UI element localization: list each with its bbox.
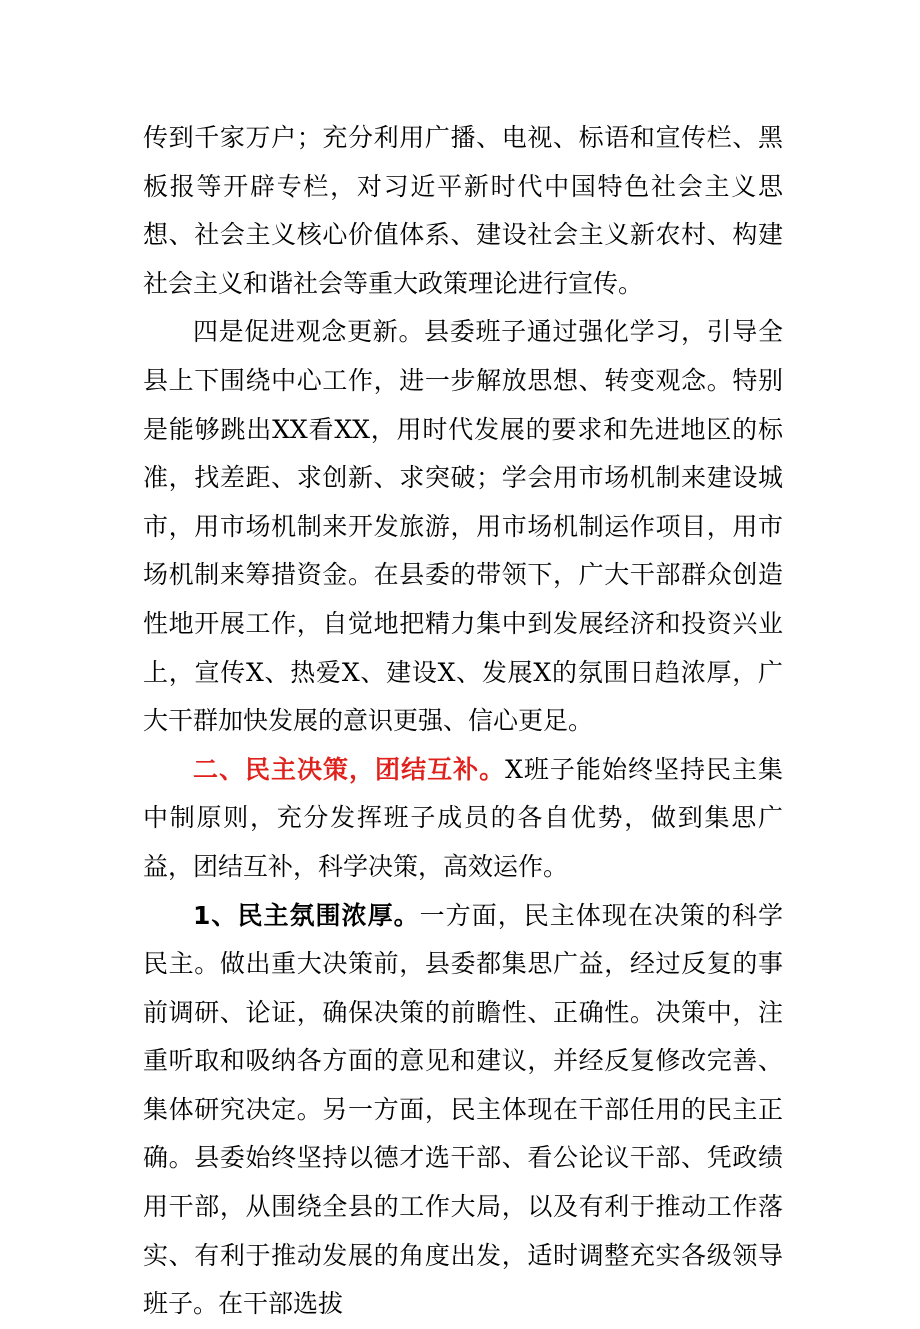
subsection-heading: 1、民主氛围浓厚。 bbox=[193, 900, 420, 930]
paragraph-text: 四是促进观念更新。县委班子通过强化学习，引导全县上下围绕中心工作，进一步解放思想、转变观念。特别是能够跳出XX看XX，用时代发展的要求和先进地区的标准，找差距、求创新、求突破；学会用市场机制来建设城市，用市场机制来开发旅游，用市场机制运作项目，用市场机制来筹措资金。在县委的带领下，广大干部群众创造性地开展工作，自觉地把精力集中到发展经济和投资兴业上，宣传X、热爱X、建设X、发展X的氛围日趋浓厚，广大干群加快发展的意识更强、信心更足。 bbox=[143, 317, 783, 736]
paragraph-democratic-decision bbox=[143, 746, 783, 892]
paragraph-continuation bbox=[143, 114, 783, 308]
paragraph-concept-update bbox=[143, 308, 783, 745]
paragraph-text: X班子能始终坚持民主集中制原则，充分发挥班子成员的各自优势，做到集思广益，团结互补，科学决策，高效运作。 bbox=[143, 754, 783, 881]
document-page bbox=[143, 114, 783, 1329]
paragraph-text: 一方面，民主体现在决策的科学民主。做出重大决策前，县委都集思广益，经过反复的事前调研、论证，确保决策的前瞻性、正确性。决策中，注重听取和吸纳各方面的意见和建议，并经反复修改完善、集体研究决定。另一方面，民主体现在干部任用的民主正确。县委始终坚持以德才选干部、看公论议干部、凭政绩用干部，从围绕全县的工作大局，以及有利于推动工作落实、有利于推动发展的角度出发，适时调整充实各级领导班子。在干部选拔 bbox=[143, 900, 783, 1319]
section-heading: 二、民主决策，团结互补。 bbox=[193, 754, 506, 784]
paragraph-text: 传到千家万户；充分利用广播、电视、标语和宣传栏、黑板报等开辟专栏，对习近平新时代中国特色社会主义思想、社会主义核心价值体系、建设社会主义新农村、构建社会主义和谐社会等重大政策理论进行宣传。 bbox=[143, 123, 783, 298]
paragraph-democratic-atmosphere bbox=[143, 892, 783, 1329]
